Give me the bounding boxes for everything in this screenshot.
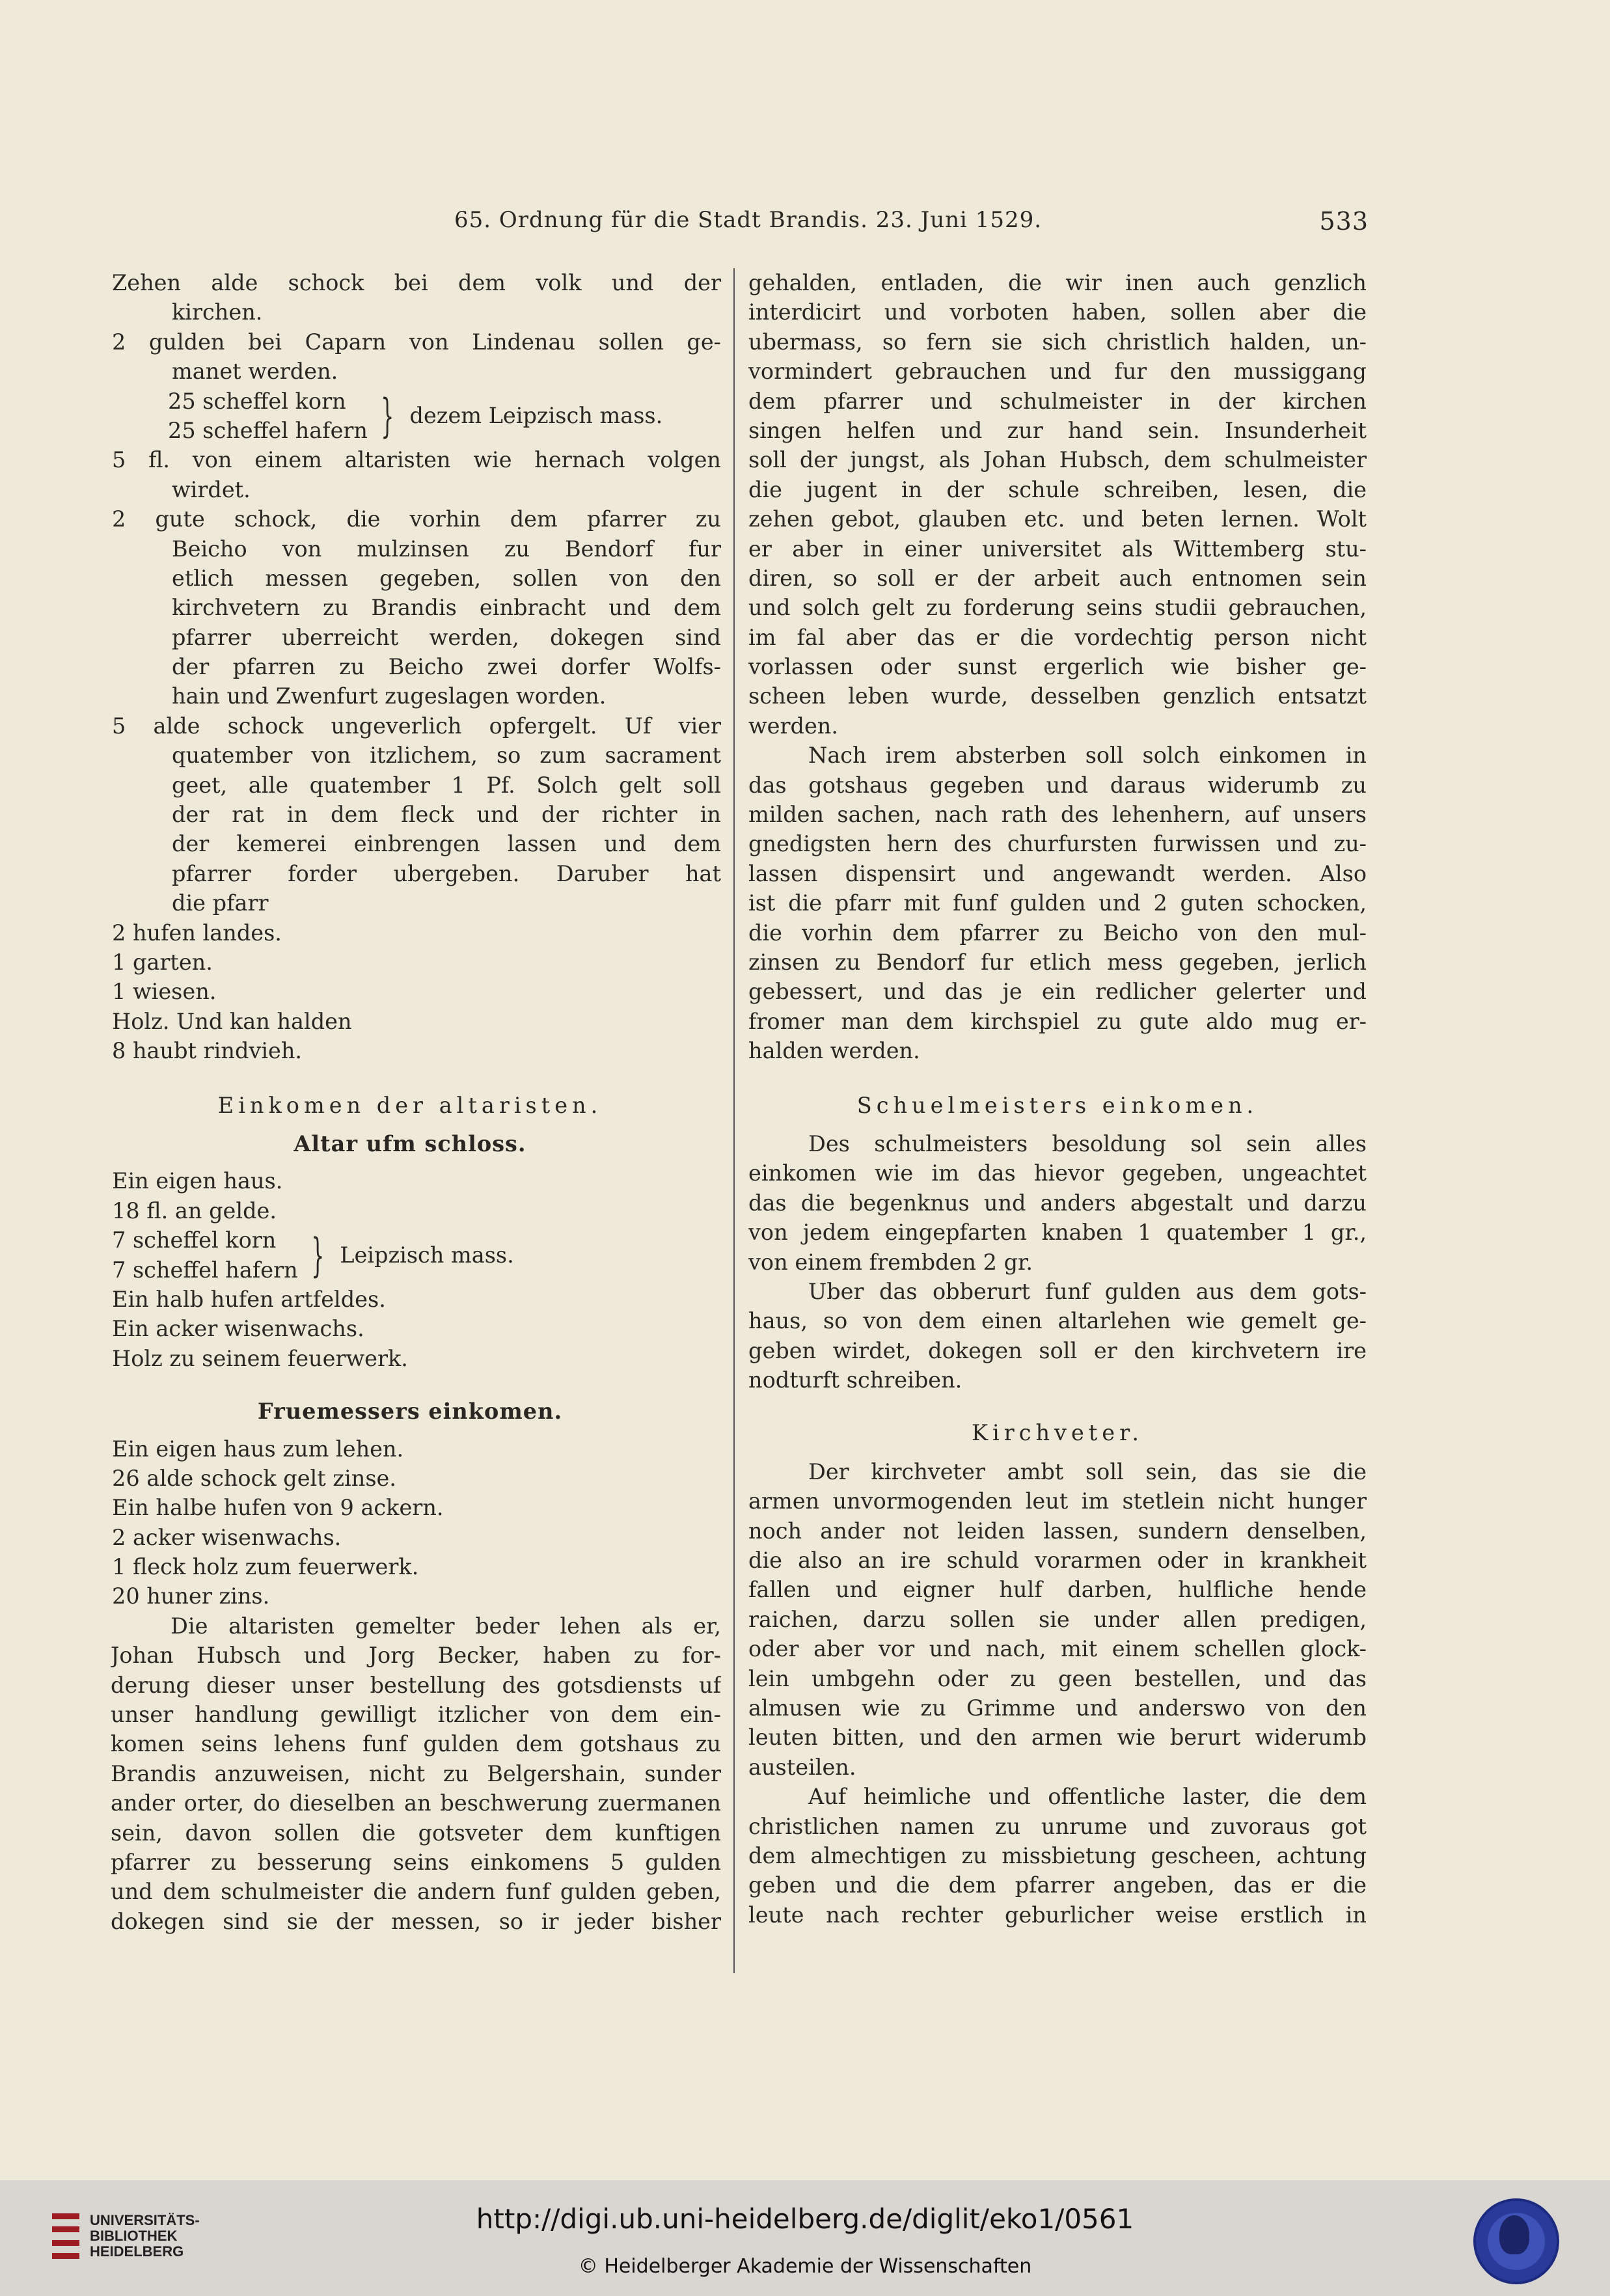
- text-line: geet, alle quatember 1 Pf. Solch gelt soll: [172, 772, 721, 798]
- text-line: kirchen.: [172, 299, 263, 325]
- text-line: Zehen alde schock bei dem volk und der: [112, 270, 721, 295]
- text-line: dem pfarrer und schulmeister in der kirchen: [748, 388, 1367, 414]
- text-line: dem almechtigen zu missbietung gescheen, achtung: [748, 1842, 1367, 1868]
- text-line: milden sachen, nach rath des lehenhern, auf unsers: [748, 802, 1367, 828]
- text-line: 5 fl. von einem altaristen wie hernach volgen: [112, 447, 721, 473]
- text-line: armen unvormogenden leut im stetlein nicht hunger: [748, 1488, 1367, 1514]
- text-line: der pfarren zu Beicho zwei dorfer Wolfs-: [172, 654, 721, 680]
- text-line: Brandis anzuweisen, nicht zu Belgershain, sunder: [111, 1760, 721, 1786]
- text-line: gehalden, entladen, die wir inen auch genzlich: [748, 270, 1367, 295]
- text-line: 26 alde schock gelt zinse.: [112, 1465, 396, 1491]
- bracket-item: 7 scheffel korn: [112, 1227, 277, 1253]
- text-line: komen seins lehens funf gulden dem gotshaus zu: [111, 1731, 721, 1757]
- text-line: wirdet.: [172, 476, 251, 502]
- subheading-fruemessers: Fruemessers einkomen.: [257, 1399, 563, 1425]
- text-line: etlich messen gegeben, sollen von den: [172, 565, 721, 591]
- text-line: das die begenknus und anders abgestalt und darzu: [748, 1190, 1367, 1216]
- text-line: zehen gebot, glauben etc. und beten lernen. Wolt: [748, 506, 1367, 532]
- bracket-item: 7 scheffel hafern: [112, 1257, 298, 1283]
- text-line: Holz. Und kan halden: [112, 1008, 352, 1034]
- text-line: 2 gulden bei Caparn von Lindenau sollen ge-: [112, 329, 721, 355]
- text-line: ist die pfarr mit funf gulden und 2 guten schocken,: [748, 890, 1367, 916]
- text-line: 1 wiesen.: [112, 979, 217, 1005]
- text-line: Auf heimliche und offentliche laster, die dem: [808, 1784, 1367, 1810]
- text-line: einkomen wie im das hievor gegeben, ungeachtet: [748, 1160, 1367, 1186]
- text-line: fromer man dem kirchspiel zu gute aldo mug er-: [748, 1008, 1367, 1034]
- text-line: Johan Hubsch und Jorg Becker, haben zu for-: [111, 1643, 721, 1669]
- text-line: werden.: [748, 713, 839, 739]
- text-line: ubermass, so fern sie sich christlich halden, un-: [748, 329, 1367, 355]
- text-line: geben und die dem pfarrer angeben, das er die: [748, 1872, 1367, 1898]
- text-line: oder aber vor und nach, mit einem schellen glock-: [748, 1636, 1367, 1662]
- text-line: lassen dispensirt und angewandt werden. Also: [748, 860, 1367, 886]
- text-line: soll der jungst, als Johan Hubsch, dem schulmeister: [748, 447, 1367, 473]
- running-header: [0, 207, 1610, 246]
- text-line: scheen leben wurde, desselben genzlich entsatzt: [748, 683, 1367, 709]
- text-line: Ein acker wisenwachs.: [112, 1316, 364, 1342]
- text-line: vorlassen oder sunst ergerlich wie bisher ge-: [748, 654, 1367, 680]
- text-line: pfarrer forder ubergeben. Daruber hat: [172, 860, 721, 886]
- page-number: 533: [1319, 207, 1369, 236]
- text-line: quatember von itzlichem, so zum sacrament: [172, 743, 721, 769]
- text-line: vormindert gebrauchen und fur den mussiggang: [748, 359, 1367, 385]
- text-line: gebessert, und das je ein redlicher gelerter und: [748, 979, 1367, 1005]
- text-line: 2 gute schock, die vorhin dem pfarrer zu: [112, 506, 721, 532]
- text-line: noch ander not leiden lassen, sundern denselben,: [748, 1518, 1367, 1544]
- library-logo-text: UNIVERSITÄTS- BIBLIOTHEK HEIDELBERG: [90, 2212, 200, 2260]
- text-line: haus, so von dem einen altarlehen wie gemelt ge-: [748, 1308, 1367, 1334]
- text-line: 20 huner zins.: [112, 1583, 270, 1609]
- text-line: die pfarr: [172, 890, 269, 916]
- text-line: 18 fl. an gelde.: [112, 1197, 277, 1223]
- text-line: derung dieser unser bestellung des gotsdiensts uf: [111, 1672, 721, 1698]
- text-line: Uber das obberurt funf gulden aus dem gots-: [808, 1278, 1367, 1304]
- text-line: Des schulmeisters besoldung sol sein alles: [808, 1130, 1367, 1156]
- text-line: der kemerei einbrengen lassen und dem: [172, 831, 721, 857]
- text-line: singen helfen und zur hand sein. Insunderheit: [748, 417, 1367, 443]
- text-line: lein umbgehn oder zu geen bestellen, und das: [748, 1665, 1367, 1691]
- text-line: almusen wie zu Grimme und anderswo von den: [748, 1695, 1367, 1721]
- text-line: die jugent in der schule schreiben, lesen, die: [748, 476, 1367, 502]
- section-heading-kirchveter: Kirchveter.: [971, 1420, 1144, 1446]
- bracket-group-grain-2: [112, 1225, 721, 1285]
- text-line: 2 acker wisenwachs.: [112, 1524, 342, 1550]
- text-line: 2 hufen landes.: [112, 920, 282, 946]
- footer-bar: [0, 2180, 1610, 2296]
- text-line: gnedigsten hern des churfursten furwissen und zu-: [748, 831, 1367, 857]
- column-divider: [733, 268, 735, 1973]
- text-line: zinsen zu Bendorf fur etlich mess gegeben, jerlich: [748, 949, 1367, 975]
- text-line: raichen, darzu sollen sie under allen predigen,: [748, 1606, 1367, 1632]
- text-line: die also an ire schuld vorarmen oder in krankheit: [748, 1548, 1367, 1574]
- permalink-url[interactable]: http://digi.ub.uni-heidelberg.de/diglit/eko1/0561: [476, 2203, 1134, 2235]
- text-line: von jedem eingepfarten knaben 1 quatember 1 gr.,: [748, 1220, 1367, 1246]
- subheading-altar-schloss: Altar ufm schloss.: [293, 1130, 526, 1156]
- text-line: christlichen namen zu unrume und zuvoraus got: [748, 1813, 1367, 1839]
- text-line: dokegen sind sie der messen, so ir jeder bisher: [111, 1908, 721, 1934]
- text-line: sein, davon sollen die gotsveter dem kunftigen: [111, 1820, 721, 1846]
- right-column: [748, 268, 1367, 1930]
- text-line: 1 garten.: [112, 949, 213, 975]
- academy-seal-icon: [1473, 2198, 1559, 2284]
- text-line: das gotshaus gegeben und daraus widerumb zu: [748, 772, 1367, 798]
- text-line: hain und Zwenfurt zugeslagen worden.: [172, 683, 607, 709]
- text-line: und dem schulmeister die andern funf gulden geben,: [111, 1879, 721, 1905]
- text-line: Die altaristen gemelter beder lehen als er,: [171, 1613, 721, 1639]
- text-line: die vorhin dem pfarrer zu Beicho von den mul-: [748, 920, 1367, 946]
- text-line: pfarrer uberreicht werden, dokegen sind: [172, 624, 721, 650]
- bracket-item: 25 scheffel korn: [168, 388, 346, 414]
- bracket-label: dezem Leipzisch mass.: [409, 403, 663, 429]
- section-heading-altaristen: Einkomen der altaristen.: [217, 1092, 603, 1118]
- text-line: Ein halbe hufen von 9 ackern.: [112, 1495, 444, 1521]
- text-line: interdicirt und vorboten haben, sollen aber die: [748, 299, 1367, 325]
- text-line: 1 fleck holz zum feuerwerk.: [112, 1554, 419, 1580]
- text-line: leute nach rechter geburlicher weise erstlich in: [748, 1902, 1367, 1928]
- text-line: kirchvetern zu Brandis einbracht und dem: [172, 595, 721, 621]
- text-line: geben wirdet, dokegen soll er den kirchvetern ire: [748, 1337, 1367, 1363]
- text-line: 8 haubt rindvieh.: [112, 1038, 303, 1064]
- text-line: Holz zu seinem feuerwerk.: [112, 1345, 408, 1371]
- text-line: diren, so soll er der arbeit auch entnomen sein: [748, 565, 1367, 591]
- text-line: pfarrer zu besserung seins einkomens 5 gulden: [111, 1849, 721, 1875]
- text-line: und solch gelt zu forderung seins studii gebrauchen,: [748, 595, 1367, 621]
- text-line: nodturft schreiben.: [748, 1367, 962, 1393]
- text-line: Ein eigen haus zum lehen.: [112, 1436, 404, 1462]
- left-column: [112, 268, 721, 1936]
- text-line: Beicho von mulzinsen zu Bendorf fur: [172, 536, 721, 562]
- copyright-notice: © Heidelberger Akademie der Wissenschaften: [578, 2255, 1032, 2278]
- bracket-item: 25 scheffel hafern: [168, 417, 368, 443]
- text-line: austeilen.: [748, 1754, 856, 1780]
- text-line: Nach irem absterben soll solch einkomen in: [808, 743, 1367, 769]
- text-line: Ein eigen haus.: [112, 1168, 283, 1194]
- text-line: 5 alde schock ungeverlich opfergelt. Uf vier: [112, 713, 721, 739]
- brace-symbol: }: [381, 389, 394, 443]
- text-line: er aber in einer universitet als Wittemberg stu-: [748, 536, 1367, 562]
- section-heading-schuelmeisters: Schuelmeisters einkomen.: [856, 1092, 1259, 1118]
- text-line: von einem frembden 2 gr.: [748, 1249, 1033, 1275]
- brace-symbol: }: [310, 1228, 324, 1282]
- header-title: 65. Ordnung für die Stadt Brandis. 23. Juni 1529.: [454, 207, 1043, 233]
- text-line: Der kirchveter ambt soll sein, das sie die: [808, 1458, 1367, 1484]
- text-line: der rat in dem fleck und der richter in: [172, 802, 721, 828]
- text-line: Ein halb hufen artfeldes.: [112, 1286, 386, 1312]
- bracket-group-grain: [168, 387, 721, 446]
- text-line: halden werden.: [748, 1038, 920, 1064]
- text-line: unser handlung gewilligt itzlicher von dem ein-: [111, 1702, 721, 1728]
- text-line: fallen und eigner hulf darben, hulfliche hende: [748, 1577, 1367, 1603]
- text-line: im fal aber das er die vordechtig person nicht: [748, 624, 1367, 650]
- text-line: leuten bitten, und den armen wie berurt widerumb: [748, 1725, 1367, 1751]
- text-line: manet werden.: [172, 359, 338, 385]
- bracket-label: Leipzisch mass.: [340, 1242, 514, 1268]
- text-line: ander orter, do dieselben an beschwerung zuermanen: [111, 1790, 721, 1816]
